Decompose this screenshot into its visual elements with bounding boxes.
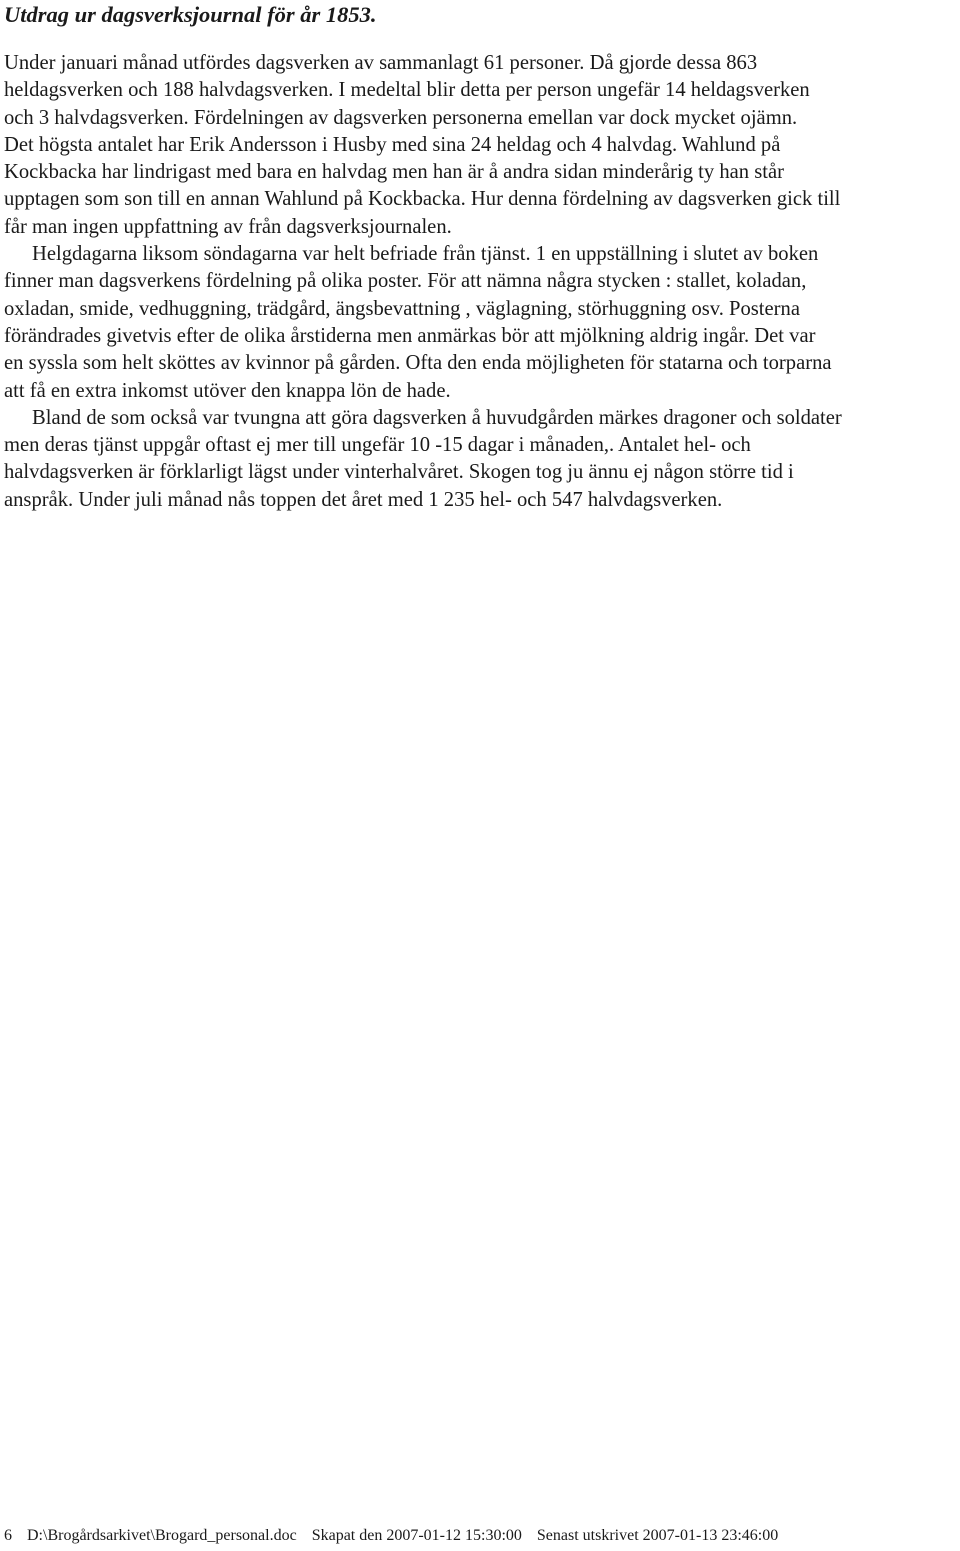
document-title: Utdrag ur dagsverksjournal för år 1853. <box>4 2 377 27</box>
body-line: Kockbacka har lindrigast med bara en halvdag men han är å andra sidan minderårig ty han står <box>4 161 784 184</box>
created-date: Skapat den 2007-01-12 15:30:00 <box>311 1527 522 1544</box>
document-body <box>4 50 960 514</box>
body-line: en syssla som helt sköttes av kvinnor på gården. Ofta den enda möjligheten för statarna och torparna <box>4 352 832 375</box>
body-line: Under januari månad utfördes dagsverken av sammanlagt 61 personer. Då gjorde dessa 863 <box>4 52 758 74</box>
body-line: finner man dagsverkens fördelning på olika poster. För att nämna några stycken : stallet, koladan, <box>4 270 807 293</box>
printed-date: Senast utskrivet 2007-01-13 23:46:00 <box>536 1527 779 1544</box>
file-path: D:\Brogårdsarkivet\Brogard_personal.doc <box>27 1527 297 1544</box>
body-line: halvdagsverken är förklarligt lägst under vinterhalvåret. Skogen tog ju ännu ej någon större tid i <box>4 461 794 484</box>
body-line: Helgdagarna liksom söndagarna var helt befriade från tjänst. 1 en uppställning i slutet av boken <box>32 243 819 266</box>
body-line: att få en extra inkomst utöver den knappa lön de hade. <box>4 379 451 402</box>
body-line: anspråk. Under juli månad nås toppen det året med 1 235 hel- och 547 halvdagsverken. <box>4 488 723 511</box>
body-line: oxladan, smide, vedhuggning, trädgård, ängsbevattning , väglagning, störhuggning osv. Posterna <box>4 297 800 320</box>
body-line: får man ingen uppfattning av från dagsverksjournalen. <box>4 215 452 238</box>
body-line: men deras tjänst uppgår oftast ej mer till ungefär 10 -15 dagar i månaden,. Antalet hel- och <box>4 434 751 457</box>
page-number: 6 <box>4 1527 12 1544</box>
body-line: Bland de som också var tvungna att göra dagsverken å huvudgården märkes dragoner och soldater <box>32 406 842 429</box>
body-line: upptagen som son till en annan Wahlund på Kockbacka. Hur denna fördelning av dagsverken gick till <box>4 188 841 211</box>
page-footer <box>4 1526 778 1546</box>
body-line: och 3 halvdagsverken. Fördelningen av dagsverken personerna emellan var dock mycket ojämn. <box>4 106 798 129</box>
body-line: Det högsta antalet har Erik Andersson i Husby med sina 24 heldag och 4 halvdag. Wahlund på <box>4 133 781 156</box>
body-line: förändrades givetvis efter de olika årstiderna men anmärkas bör att mjölkning aldrig ingår. Det var <box>4 324 816 347</box>
body-line: heldagsverken och 188 halvdagsverken. I medeltal blir detta per person ungefär 14 heldagsverken <box>4 79 810 102</box>
